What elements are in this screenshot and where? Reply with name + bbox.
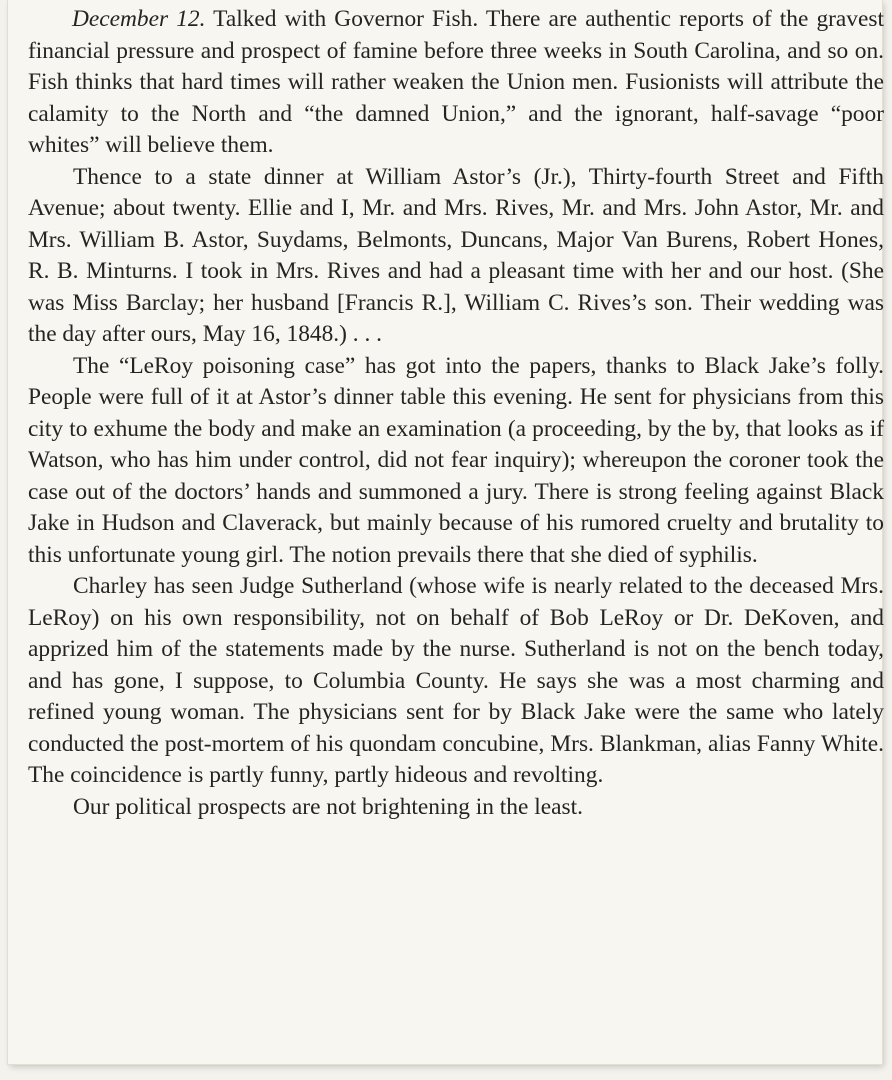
paragraph-4: Charley has seen Judge Sutherland (whose wife is nearly related to the deceased Mrs. LeRoy) on his own responsibility, not on behalf of Bob LeRoy or Dr. DeKoven, and apprized him of the statements made by the nurse. Sutherland is not on the bench today, and has gone, I suppose, to Columbia County. He says she was a most charming and refined young woman. The physicians sent for by Black Jake were the same who lately conducted the post-mortem of his quondam concubine, Mrs. Blankman, alias Fanny White. The coincidence is partly funny, partly hideous and revolting. <box>28 573 884 788</box>
book-page-clipping <box>8 0 882 1064</box>
paragraph-3: The “LeRoy poisoning case” has got into the papers, thanks to Black Jake’s folly. People were full of it at Astor’s dinner table this evening. He sent for physicians from this city to exhume the body and make an examination (a proceeding, by the by, that looks as if Watson, who has him under control, did not fear inquiry); whereupon the coroner took the case out of the doctors’ hands and summoned a jury. There is strong feeling against Black Jake in Hudson and Claverack, but mainly because of his rumored cruelty and brutality to this unfortunate young girl. The notion prevails there that she died of syphilis. <box>28 352 884 568</box>
paragraph-1 <box>28 4 884 162</box>
paragraph-1-text: Talked with Governor Fish. There are authentic reports of the gravest financial pressure and prospect of famine before three weeks in South Carolina, and so on. Fish thinks that hard times will rather weaken the Union men. Fusionists will attribute the calamity to the North and “the damned Union,” and the ignorant, half-savage “poor whites” will believe them. <box>28 6 884 158</box>
paragraph-5: Our political prospects are not brightening in the least. <box>73 793 583 820</box>
paragraph-2: Thence to a state dinner at William Astor’s (Jr.), Thirty-fourth Street and Fifth Avenue; about twenty. Ellie and I, Mr. and Mrs. Rives, Mr. and Mrs. John Astor, Mr. and Mrs. William B. Astor, Suydams, Belmonts, Duncans, Major Van Burens, Robert Hones, R. B. Minturns. I took in Mrs. Rives and had a pleasant time with her and our host. (She was Miss Barclay; her husband [Francis R.], William C. Rives’s son. Their wedding was the day after ours, May 16, 1848.) . . . <box>28 163 884 347</box>
entry-date: December 12. <box>72 6 206 32</box>
diary-entry <box>28 4 884 823</box>
